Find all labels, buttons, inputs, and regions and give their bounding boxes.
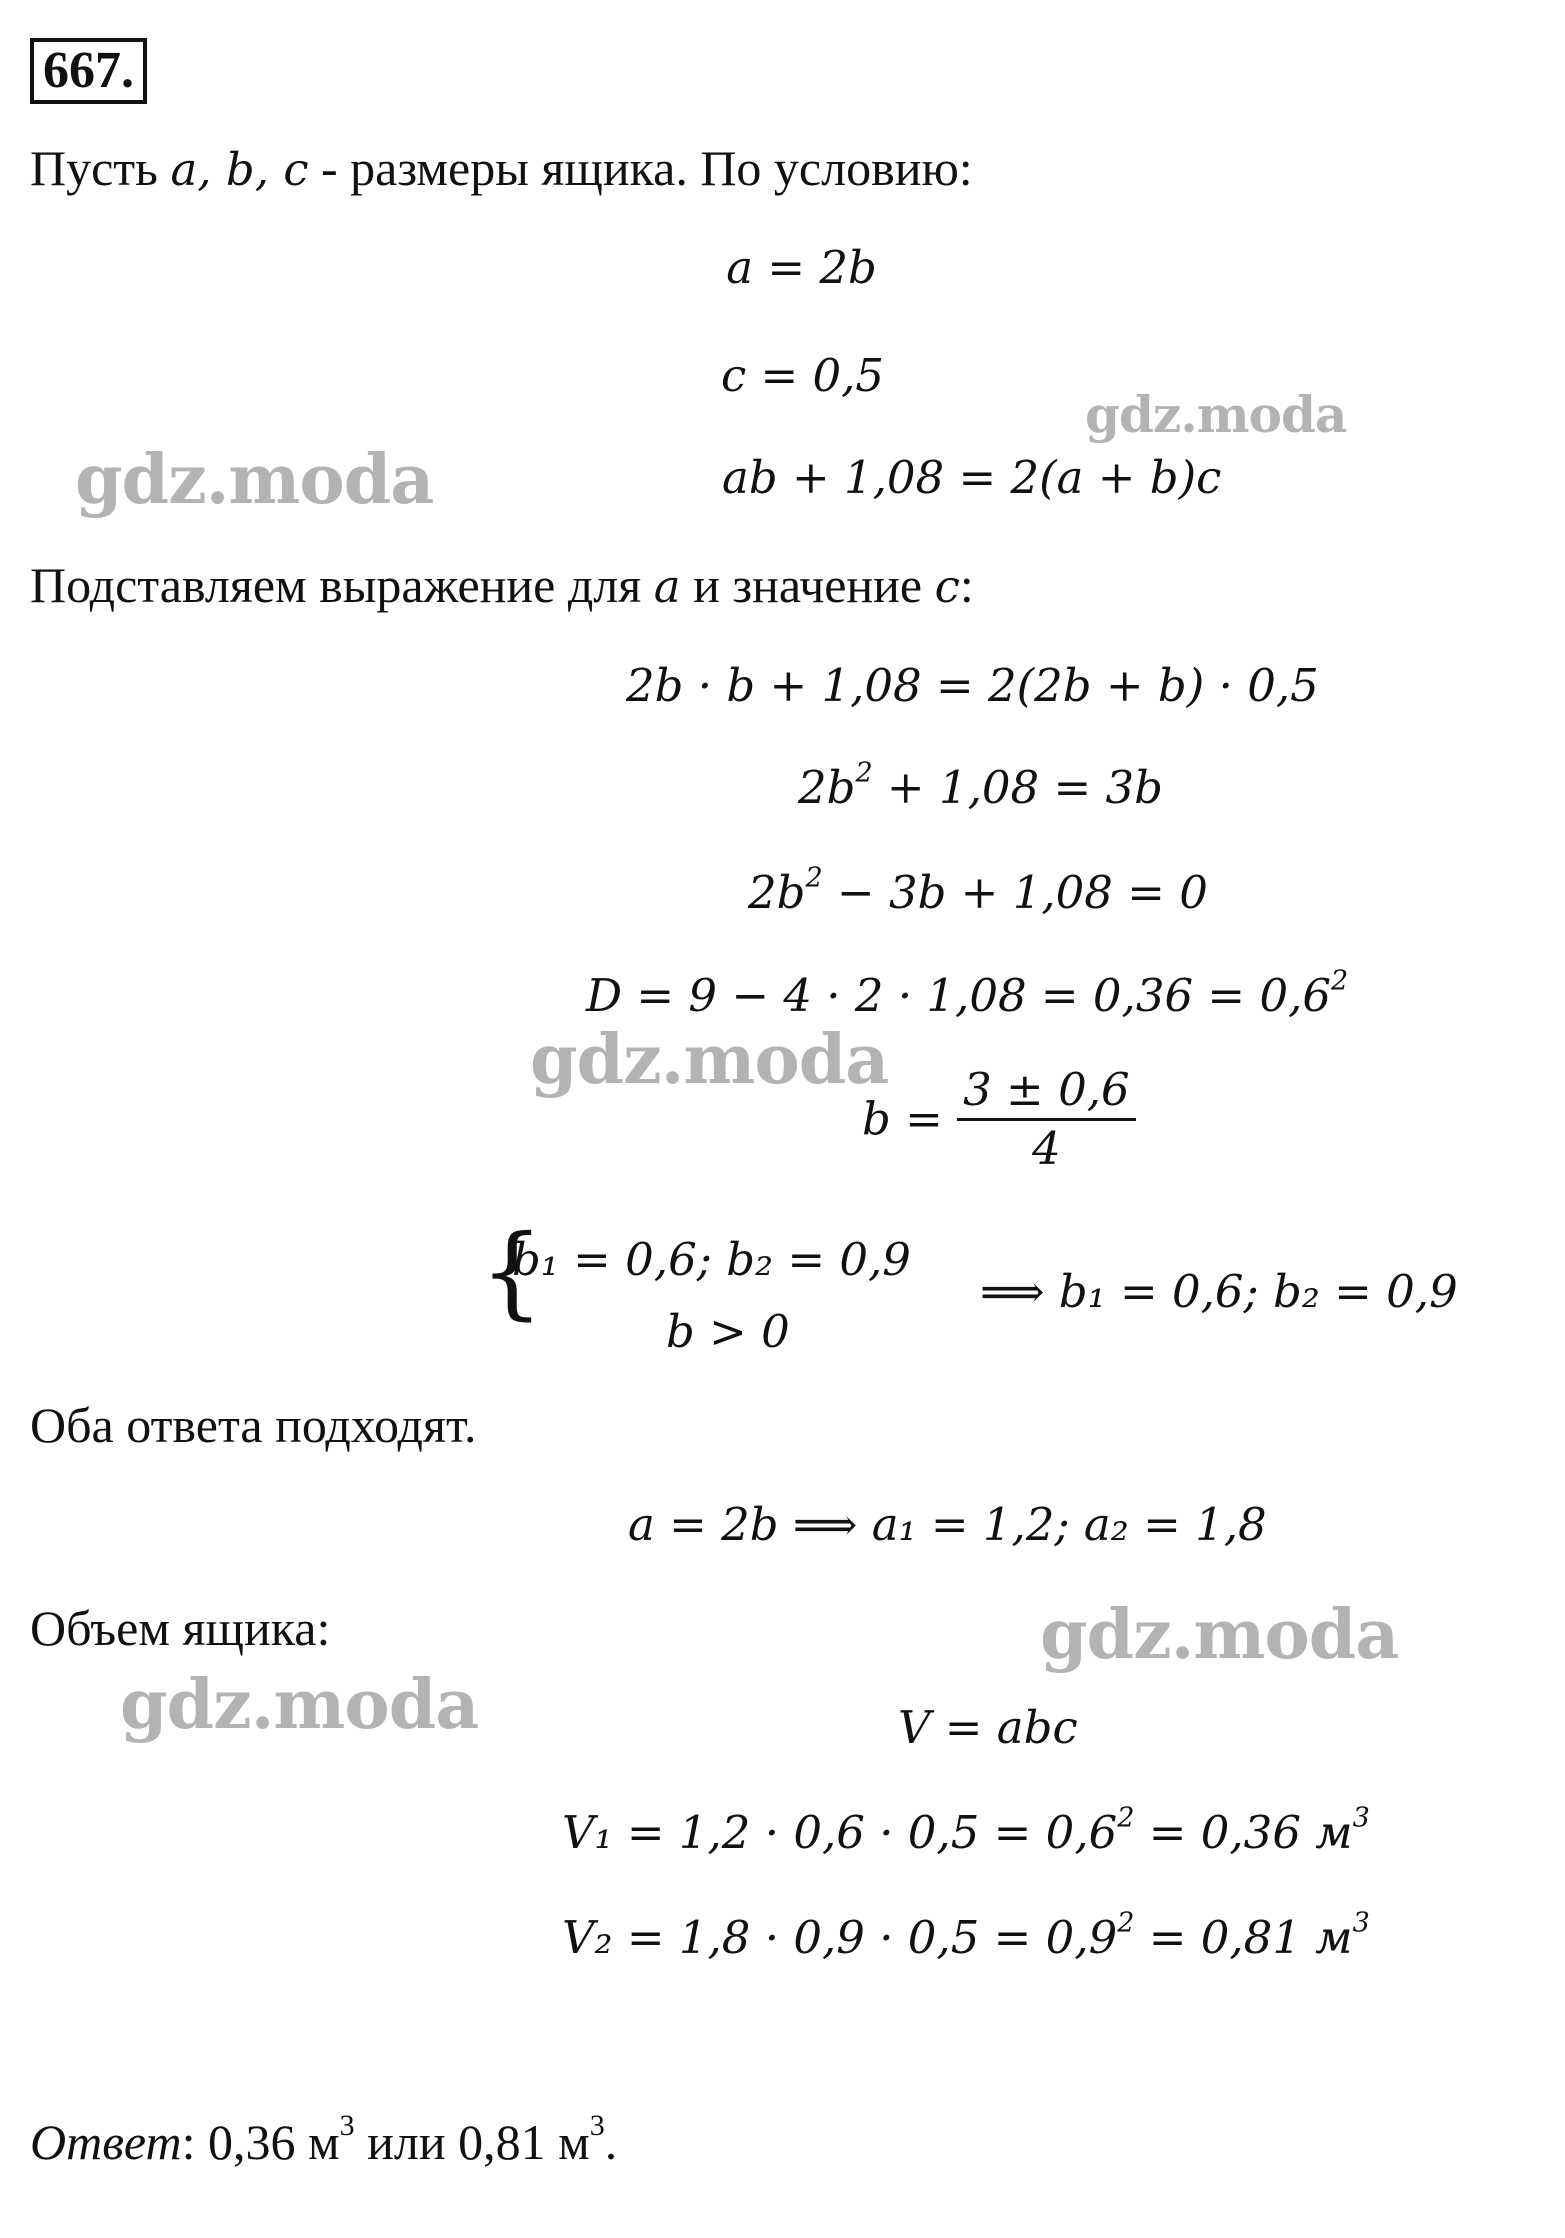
answer-line — [30, 2109, 618, 2172]
substitute-after: : — [959, 557, 974, 613]
equation-2-part-a: 2b — [798, 761, 856, 814]
root-numerator: 3 ± 0,6 — [957, 1062, 1136, 1121]
answer-label: Ответ — [30, 2114, 182, 2170]
equation-3-exponent: 2 — [805, 862, 823, 894]
condition-c: c = 0,5 — [720, 349, 885, 402]
intro-vars: a, b, c — [170, 143, 309, 196]
condition-area: ab + 1,08 = 2(a + b)c — [722, 451, 1222, 504]
discriminant — [586, 965, 1349, 1024]
answer-value-1: : 0,36 м — [181, 2114, 340, 2170]
system-brace: { — [480, 1213, 544, 1330]
volume-2-part-a: V₂ = 1,8 · 0,9 · 0,5 = 0,9 — [562, 1911, 1118, 1964]
root-fraction — [957, 1062, 1136, 1177]
a-values: a = 2b ⟹ a₁ = 1,2; a₂ = 1,8 — [628, 1498, 1267, 1551]
equation-3-part-a: 2b — [748, 866, 806, 919]
volume-1-part-c: = 0,36 м — [1134, 1806, 1353, 1859]
watermark: gdz.moda — [75, 440, 434, 520]
substitute-middle: и значение — [680, 557, 935, 613]
equation-3-part-c: − 3b + 1,08 = 0 — [822, 866, 1208, 919]
substitute-var-c: c — [934, 560, 960, 613]
volume-1-exponent: 2 — [1117, 1802, 1135, 1834]
root-formula — [862, 1062, 1136, 1177]
both-text: Оба ответа подходят. — [30, 1397, 477, 1453]
equation-3 — [748, 862, 1208, 921]
answer-exponent-1: 3 — [339, 2109, 355, 2142]
volume-label: Объем ящика: — [30, 1600, 331, 1656]
system-line-2: b > 0 — [666, 1305, 790, 1358]
volume-formula: V = abc — [898, 1701, 1078, 1754]
substitute-before: Подставляем выражение для — [30, 557, 654, 613]
equation-1: 2b · b + 1,08 = 2(2b + b) · 0,5 — [626, 659, 1319, 712]
root-denominator: 4 — [1032, 1122, 1061, 1175]
equation-2-exponent: 2 — [855, 757, 873, 789]
volume-2-part-c: = 0,81 м — [1134, 1911, 1353, 1964]
watermark: gdz.moda — [1085, 385, 1347, 444]
answer-value-2: или 0,81 м — [354, 2114, 590, 2170]
substitute-var-a: a — [653, 560, 681, 613]
watermark: gdz.moda — [530, 1020, 889, 1100]
discriminant-part-a: D = 9 − 4 · 2 · 1,08 = 0,36 = 0,6 — [586, 969, 1332, 1022]
problem-number: 667. — [30, 38, 147, 104]
intro-before: Пусть — [30, 140, 171, 196]
equation-2 — [798, 757, 1163, 816]
intro-after: - размеры ящика. По условию: — [308, 140, 973, 196]
substitute-text — [30, 555, 974, 615]
system-result: ⟹ b₁ = 0,6; b₂ = 0,9 — [980, 1265, 1458, 1318]
volume-2-exponent: 2 — [1117, 1907, 1135, 1939]
volume-1 — [562, 1802, 1370, 1861]
root-lhs: b = — [862, 1092, 958, 1146]
watermark: gdz.moda — [120, 1665, 479, 1745]
equation-2-part-c: + 1,08 = 3b — [872, 761, 1163, 814]
answer-exponent-2: 3 — [589, 2109, 605, 2142]
intro-text — [30, 138, 973, 198]
volume-1-part-a: V₁ = 1,2 · 0,6 · 0,5 = 0,6 — [562, 1806, 1118, 1859]
system-line-1: b₁ = 0,6; b₂ = 0,9 — [512, 1233, 911, 1286]
condition-a: a = 2b — [726, 241, 877, 294]
answer-end: . — [604, 2114, 618, 2170]
discriminant-exponent: 2 — [1331, 965, 1349, 997]
volume-1-unit-exponent: 3 — [1352, 1802, 1370, 1834]
volume-2 — [562, 1907, 1370, 1966]
watermark: gdz.moda — [1040, 1595, 1399, 1675]
volume-2-unit-exponent: 3 — [1352, 1907, 1370, 1939]
